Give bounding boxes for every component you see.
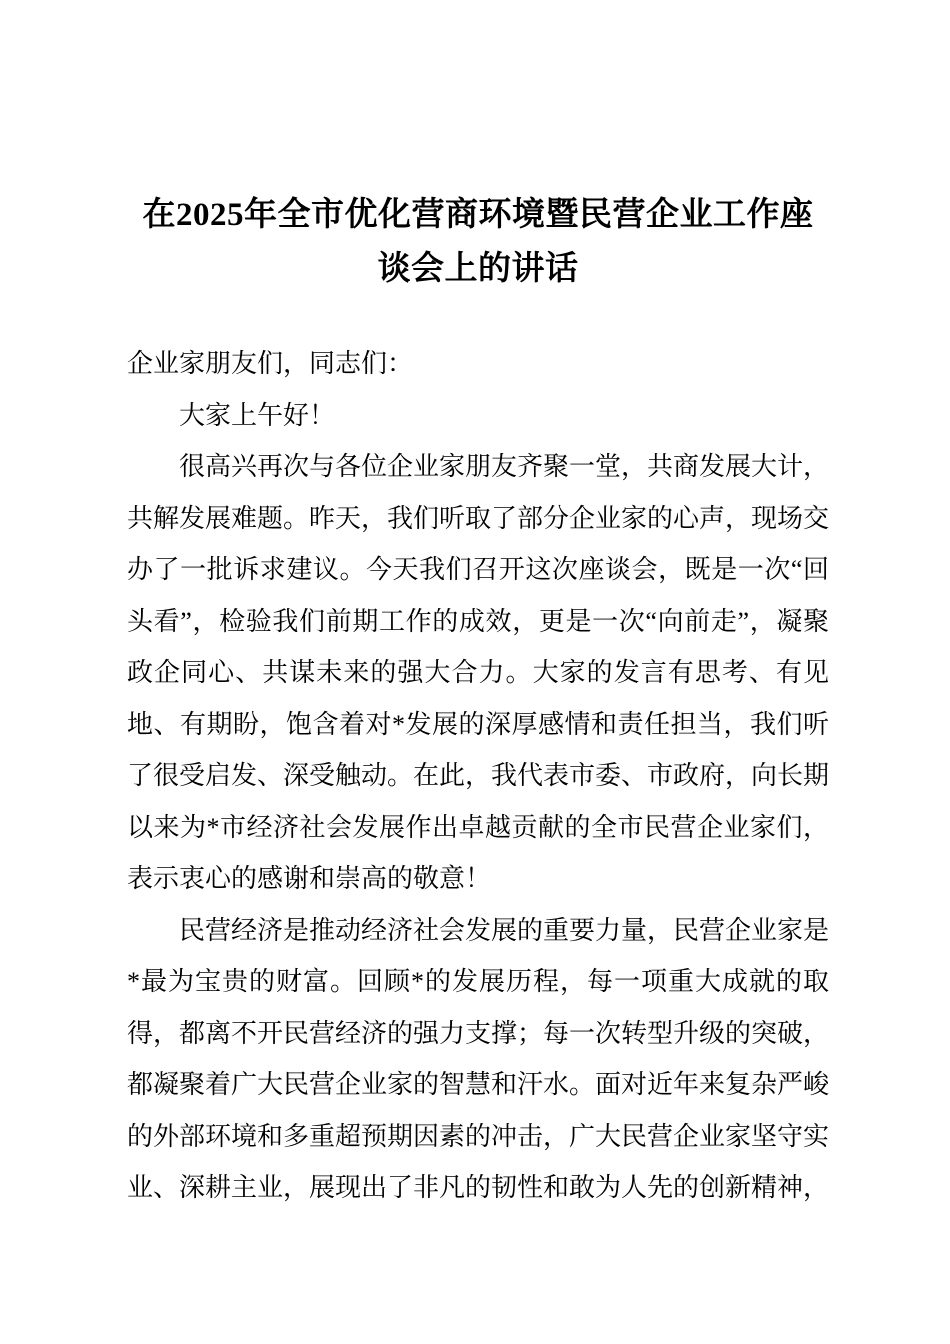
paragraph-salutation: 企业家朋友们，同志们： — [127, 349, 414, 378]
paragraph-greeting: 大家上午好！ — [179, 400, 336, 430]
document-title: 在2025年全市优化营商环境暨民营企业工作座谈会上的讲话 — [142, 197, 814, 287]
document-content — [0, 188, 950, 1214]
paragraph-opening-remarks: 很高兴再次与各位企业家朋友齐聚一堂，共商发展大计，共解发展难题。昨天，我们听取了部分企业家的心声，现场交办了一批诉求建议。今天我们召开这次座谈会，既是一次“回头看”，检验我们前期工作的成效，更是一次“向前走”，凝聚政企同心、共谋未来的强大合力。大家的发言有思考、有见地、有期盼，饱含着对*发展的深厚感情和责任担当，我们听了很受启发、深受触动。在此，我代表市委、市政府，向长期以来为*市经济社会发展作出卓越贡献的全市民营企业家们，表示衷心的感谢和崇高的敬意！ — [127, 452, 830, 893]
document-body — [127, 338, 829, 1214]
paragraph-private-economy: 民营经济是推动经济社会发展的重要力量，民营企业家是*最为宝贵的财富。回顾*的发展历程，每一项重大成就的取得，都离不开民营经济的强力支撑；每一次转型升级的突破，都凝聚着广大民营企业家的智慧和汗水。面对近年来复杂严峻的外部环境和多重超预期因素的冲击，广大民营企业家坚守实业、深耕主业，展现出了非凡的韧性和敢为人先的创新精神， — [127, 915, 830, 1202]
